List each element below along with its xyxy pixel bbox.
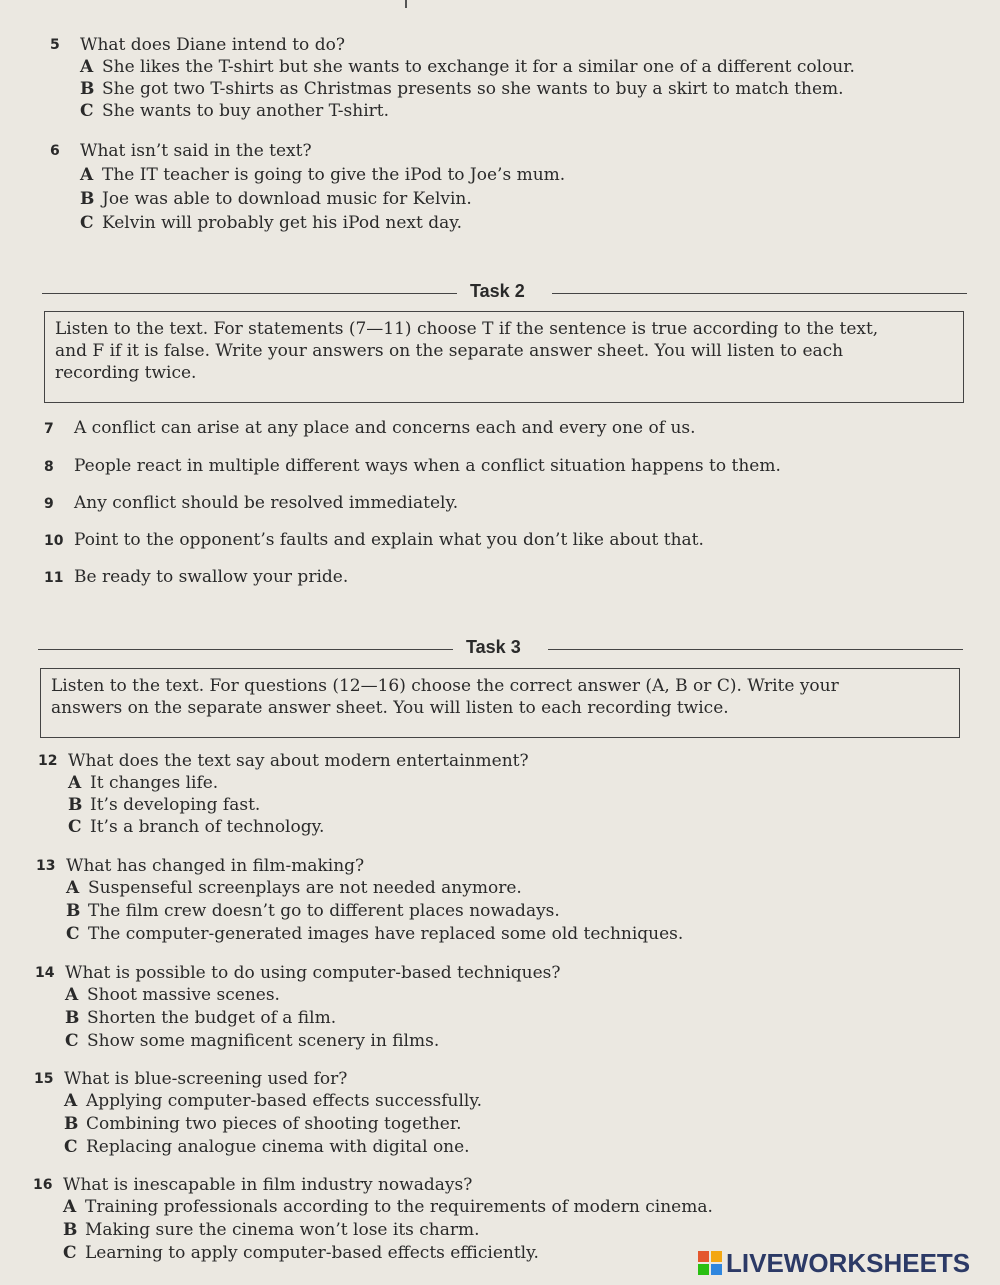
- question-text: What is inescapable in film industry nowadays?: [63, 1175, 473, 1195]
- option-a: A It changes life.: [68, 773, 219, 793]
- statement-9: 9 Any conflict should be resolved immediately.: [44, 493, 459, 513]
- question-text: What isn’t said in the text?: [80, 141, 312, 161]
- option-c: C Learning to apply computer-based effects efficiently.: [63, 1243, 539, 1263]
- top-tick-mark: [405, 0, 407, 8]
- option-a: A The IT teacher is going to give the iPod to Joe’s mum.: [80, 165, 566, 185]
- task-3-instructions: [40, 668, 960, 738]
- question-number: 14: [35, 965, 55, 981]
- statement-7: 7 A conflict can arise at any place and concerns each and every one of us.: [44, 418, 696, 438]
- instruction-line: Listen to the text. For questions (12—16) choose the correct answer (A, B or C). Write your: [51, 676, 839, 696]
- option-a: A She likes the T-shirt but she wants to exchange it for a similar one of a different colour.: [80, 57, 855, 77]
- question-text: What has changed in film-making?: [66, 856, 365, 876]
- option-b: B It’s developing fast.: [68, 795, 261, 815]
- question-6: [50, 140, 970, 235]
- task-2-heading: [42, 281, 967, 305]
- question-15: [34, 1068, 954, 1160]
- option-c: C It’s a branch of technology.: [68, 817, 325, 837]
- option-a: A Applying computer-based effects successfully.: [64, 1091, 483, 1111]
- liveworksheets-logo: [698, 1248, 970, 1278]
- question-13: [36, 855, 956, 947]
- question-text: What is blue-screening used for?: [64, 1069, 348, 1089]
- question-number: 5: [50, 37, 60, 53]
- option-a: A Suspenseful screenplays are not needed anymore.: [66, 878, 522, 898]
- question-text: What does the text say about modern entertainment?: [68, 751, 529, 771]
- option-a: A Training professionals according to the requirements of modern cinema.: [63, 1197, 713, 1217]
- question-number: 6: [50, 143, 60, 159]
- option-c: C Kelvin will probably get his iPod next day.: [80, 213, 462, 233]
- option-b: B Making sure the cinema won’t lose its charm.: [63, 1220, 480, 1240]
- question-text: What does Diane intend to do?: [80, 35, 345, 55]
- instruction-line: and F if it is false. Write your answers on the separate answer sheet. You will listen to each: [55, 341, 844, 361]
- question-text: What is possible to do using computer-based techniques?: [65, 963, 561, 983]
- statement-11: 11 Be ready to swallow your pride.: [44, 567, 349, 587]
- question-12: [38, 750, 958, 842]
- option-b: B She got two T-shirts as Christmas presents so she wants to buy a skirt to match them.: [80, 79, 844, 99]
- option-c: C She wants to buy another T-shirt.: [80, 101, 390, 121]
- logo-grid-icon: [698, 1251, 722, 1275]
- option-b: B Shorten the budget of a film.: [65, 1008, 337, 1028]
- option-c: C The computer-generated images have replaced some old techniques.: [66, 924, 684, 944]
- question-number: 16: [33, 1177, 53, 1193]
- statement-8: 8 People react in multiple different ways when a conflict situation happens to them.: [44, 456, 781, 476]
- logo-text: LIVEWORKSHEETS: [726, 1247, 971, 1278]
- option-c: C Replacing analogue cinema with digital one.: [64, 1137, 470, 1157]
- question-number: 15: [34, 1071, 54, 1087]
- option-b: B The film crew doesn’t go to different places nowadays.: [66, 901, 560, 921]
- question-number: 13: [36, 858, 56, 874]
- instruction-line: recording twice.: [55, 363, 197, 383]
- instruction-line: Listen to the text. For statements (7—11) choose T if the sentence is true according to the text,: [55, 319, 879, 339]
- question-14: [35, 962, 955, 1054]
- question-number: 12: [38, 753, 58, 769]
- instruction-line: answers on the separate answer sheet. You will listen to each recording twice.: [51, 698, 729, 718]
- question-5: [50, 34, 970, 129]
- option-c: C Show some magnificent scenery in films.: [65, 1031, 440, 1051]
- option-a: A Shoot massive scenes.: [65, 985, 280, 1005]
- task-3-heading: [38, 637, 963, 661]
- option-b: B Combining two pieces of shooting together.: [64, 1114, 462, 1134]
- statement-10: 10 Point to the opponent’s faults and explain what you don’t like about that.: [44, 530, 704, 550]
- task-title: Task 3: [466, 637, 521, 657]
- task-title: Task 2: [470, 281, 525, 301]
- task-2-instructions: [44, 311, 964, 403]
- option-b: B Joe was able to download music for Kelvin.: [80, 189, 472, 209]
